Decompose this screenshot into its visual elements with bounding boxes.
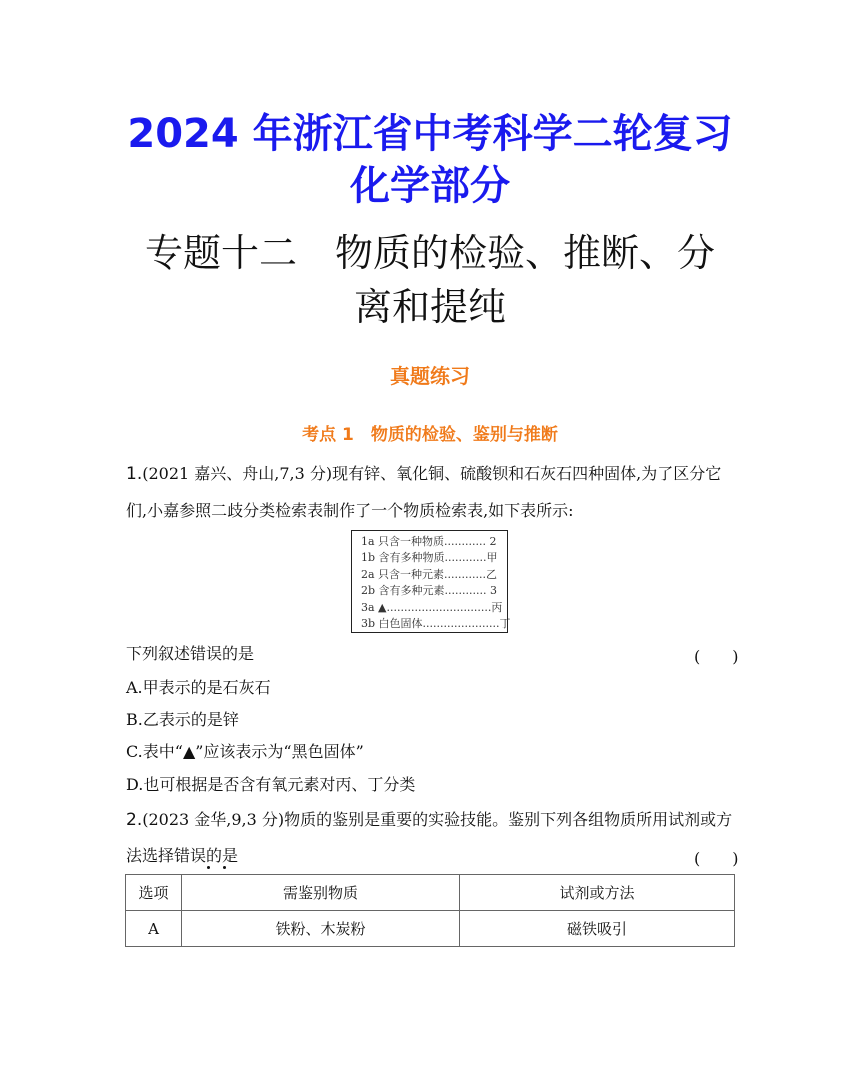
key-line: 2a 只含一种元素............乙 (361, 567, 498, 581)
q1-answer-bracket: ( ) (694, 647, 739, 666)
title-line-4: 离和提纯 (353, 285, 506, 329)
table-header: 需鉴别物质 (182, 875, 460, 911)
key-line: 3b 白色固体......................丁 (361, 617, 511, 631)
q1-option-c: C.表中“▲”应该表示为“黑色固体” (126, 742, 364, 761)
q1-option-a: A.甲表示的是石灰石 (126, 678, 271, 697)
emphasis-dot (207, 866, 210, 869)
q2-text-1: (2023 金华,9,3 分)物质的鉴别是重要的实验技能。鉴别下列各组物质所用试剂或方 (142, 810, 733, 829)
q1-text-1: (2021 嘉兴、舟山,7,3 分)现有锌、氧化铜、硫酸钡和石灰石四种固体,为了区分它 (142, 464, 722, 483)
table-header: 试剂或方法 (460, 875, 735, 911)
q1-number: 1. (126, 464, 143, 484)
table-cell: A (126, 911, 182, 947)
key-line: 2b 含有多种元素............ 3 (361, 584, 497, 598)
q1-line-2: 们,小嘉参照二歧分类检索表制作了一个物质检索表,如下表所示: (126, 501, 574, 520)
emphasis-dot (223, 866, 226, 869)
key-line: 1b 含有多种物质............甲 (361, 551, 498, 565)
q2-answer-bracket: ( ) (694, 849, 739, 868)
table-cell: 磁铁吸引 (460, 911, 735, 947)
key-line: 3a ▲..............................丙 (361, 600, 503, 614)
title-line-2: 化学部分 (350, 163, 510, 209)
section-title: 真题练习 (390, 364, 470, 388)
q1-stem: 下列叙述错误的是 (126, 644, 255, 663)
table-cell: 铁粉、木炭粉 (182, 911, 460, 947)
q2-line-1 (126, 810, 746, 830)
classification-key (351, 530, 511, 633)
title-line-1: 2024 年浙江省中考科学二轮复习 (127, 111, 733, 157)
key-line: 1a 只含一种物质............ 2 (361, 535, 497, 548)
q1-line-1 (126, 464, 746, 484)
topic-title (0, 226, 860, 334)
q1-option-b: B.乙表示的是锌 (126, 710, 239, 729)
q2-table (125, 874, 735, 947)
q2-number: 2. (126, 810, 143, 830)
subsection-title: 考点 1 物质的检验、鉴别与推断 (302, 425, 558, 445)
main-title (0, 108, 860, 212)
q1-option-d: D.也可根据是否含有氧元素对丙、丁分类 (126, 775, 416, 794)
q2-line-2: 法选择错误的是 (126, 846, 239, 865)
table-row (126, 911, 735, 947)
table-header-row (126, 875, 735, 911)
table-header: 选项 (126, 875, 182, 911)
title-line-3: 专题十二 物质的检验、推断、分 (144, 231, 715, 275)
